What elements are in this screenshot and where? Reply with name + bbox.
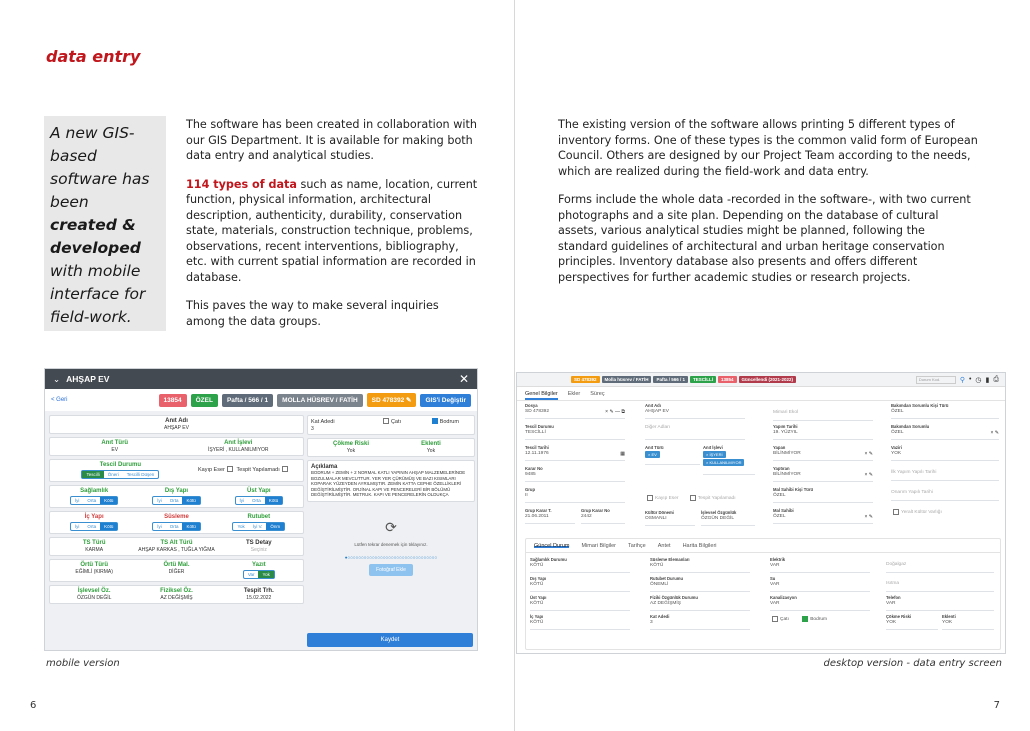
field-value: 9485 xyxy=(525,472,536,477)
checkbox-row xyxy=(645,495,745,507)
exterior-label: Dış Yapı xyxy=(164,488,189,494)
tab-general[interactable]: Genel Bilgiler xyxy=(525,391,558,400)
field-annex[interactable] xyxy=(942,614,994,630)
functional-originality-value: ÖZGÜN DEĞİL xyxy=(76,595,112,601)
field-file[interactable] xyxy=(525,403,625,419)
description-label: Açıklama xyxy=(311,464,338,470)
roof-checkbox-label: Çatı xyxy=(390,418,402,425)
field-monument-name[interactable] xyxy=(645,403,745,419)
desktop-screenshot xyxy=(516,372,1006,654)
field-label: Kanalizasyon xyxy=(770,595,797,600)
dot-icon[interactable]: • xyxy=(968,376,972,383)
back-link[interactable]: < Geri xyxy=(51,397,68,403)
field-label: Grup xyxy=(525,487,536,492)
field-value: ÖZEL xyxy=(891,430,904,435)
field-label: Grup Karar T. xyxy=(525,508,552,513)
mobile-caption: mobile version xyxy=(46,658,120,669)
current-state-fields xyxy=(526,553,1000,649)
subtab-architecture[interactable]: Mimari Bilgiler xyxy=(581,543,616,549)
field-maintenance-person-type[interactable] xyxy=(891,403,999,419)
underground-label: Yeralt Kültür Varlığı xyxy=(901,510,942,516)
left-paragraph-2 xyxy=(186,177,478,286)
undetermined-label: Tespit Yapılamadı xyxy=(697,496,736,502)
lost-item-checkbox[interactable] xyxy=(647,495,653,501)
soundness-label: Sağlamlık xyxy=(80,488,109,494)
opt-significant[interactable]: Önm xyxy=(266,523,284,530)
field-value: KÖTÜ xyxy=(530,601,544,606)
lost-item-checkbox[interactable] xyxy=(227,466,233,472)
field-label: Anıt Adı xyxy=(645,403,661,408)
field-culture-period[interactable] xyxy=(645,510,695,526)
mobile-screenshot xyxy=(44,368,478,651)
monument-function-value: İŞYERİ , KULLANILMIYOR xyxy=(207,447,269,453)
field-value: 19. YÜZYIL xyxy=(773,430,798,435)
field-registration-status[interactable] xyxy=(525,424,625,440)
basement-checkbox-label: Bodrum xyxy=(439,418,459,425)
monument-type-value: EV xyxy=(111,447,119,453)
left-paragraph-1: The software has been created in collaboration with our GIS Department. It is available for making both data entry and analytical studies. xyxy=(186,118,477,162)
opt-good[interactable]: İyi xyxy=(74,498,80,503)
opt-bad[interactable]: Kötü xyxy=(100,497,117,504)
monument-name-label: Anıt Adı xyxy=(165,418,188,424)
desktop-tag-location: Molla hüsrev / FATİH xyxy=(602,376,652,383)
field-label: Tescil Tarihi xyxy=(525,445,549,450)
field-roof-structure[interactable] xyxy=(530,595,630,611)
edit-icons[interactable]: × ✎ xyxy=(990,430,999,436)
undetermined-checkbox[interactable] xyxy=(690,495,696,501)
field-label: Üst Yapı xyxy=(530,595,547,600)
field-owner[interactable] xyxy=(773,508,873,524)
condition-card-2 xyxy=(49,511,304,534)
desktop-subtabs xyxy=(526,539,1000,553)
field-owner-type[interactable] xyxy=(773,487,873,503)
tag-id: 13854 xyxy=(159,394,187,407)
field-label: İşlevsel Özgünlük xyxy=(701,510,737,515)
field-maintenance-responsible[interactable] xyxy=(891,424,999,440)
opt-bad[interactable]: Kötü xyxy=(100,523,117,530)
undetermined-label: Tespit Yapılamadı xyxy=(236,466,280,473)
collapse-risk-value: Yok xyxy=(346,448,356,454)
field-label: Tescil Durumu xyxy=(525,424,554,429)
subtab-current-state[interactable]: Güncel Durum xyxy=(534,543,570,549)
tag-file-edit[interactable]: SD 478392 ✎ xyxy=(367,393,417,407)
field-label: Süsleme Elemanları xyxy=(650,557,690,562)
registration-status-label: Tescil Durumu xyxy=(99,462,141,468)
field-label: Grup Karar No xyxy=(581,508,610,513)
field-value: BİLİNMİYOR xyxy=(773,472,801,477)
collapse-risk-label: Çökme Riski xyxy=(332,441,369,447)
field-value: 21.06.2011 xyxy=(525,514,549,519)
left-body-text xyxy=(186,117,478,342)
field-value: VAR xyxy=(770,563,780,568)
data-types-highlight: 114 types of data xyxy=(186,177,297,191)
humidity-label: Rutubet xyxy=(247,514,271,520)
field-value: ÖZEL xyxy=(773,493,786,498)
desktop-header xyxy=(517,373,1005,387)
field-label: Sağlamlık Durumu xyxy=(530,557,567,562)
field-label: Dosya xyxy=(525,403,538,408)
field-label: Kültür Dönemi xyxy=(645,510,674,515)
opt-good[interactable]: İyi xyxy=(157,498,162,503)
desktop-checkbox-row xyxy=(770,616,870,628)
chip-function-1[interactable]: × İŞYERİ xyxy=(703,451,726,458)
monument-name-value: AHŞAP EV xyxy=(164,425,189,431)
field-label: Çökme Riski xyxy=(886,614,912,619)
field-value: SD 478392 xyxy=(525,409,550,414)
field-label: İç Yapı xyxy=(530,614,544,619)
basement-checkbox[interactable] xyxy=(802,616,808,622)
monument-function-label: Anıt İşlevi xyxy=(224,440,253,446)
roof-checkbox-label: Çatı xyxy=(780,617,789,623)
right-paragraph-2: Forms include the whole data -recorded in the software-, with two current photographs and a site plan. Depending on the database of cultural assets, various analytical studies might be planned, following the standard guidelines of architectural and urban heritage conservation principles. Inventory database also presents and offers different perspectives for further academic studies or research projects. xyxy=(558,193,971,284)
opt-medium[interactable]: Orta xyxy=(169,524,179,529)
field-exterior[interactable] xyxy=(530,576,630,592)
field-repair-date[interactable] xyxy=(891,489,999,501)
field-label: Vaziri xyxy=(891,445,902,450)
field-natural-gas[interactable] xyxy=(886,561,994,573)
field-label: Su xyxy=(770,576,776,581)
field-commissioner[interactable] xyxy=(773,466,873,482)
structure-detail-label: TS Detay xyxy=(245,540,272,546)
monument-name-card[interactable] xyxy=(49,415,304,434)
field-value: AHŞAP EV xyxy=(645,409,669,414)
page-number-left: 6 xyxy=(30,700,37,711)
field-value: TESCİLLİ xyxy=(525,430,546,435)
ornament-label: Süsleme xyxy=(164,514,189,520)
field-ornament[interactable] xyxy=(650,557,750,573)
roof-material-label: Örtü Mal. xyxy=(163,562,190,568)
option-unregistered[interactable]: Tescilli Düşen xyxy=(126,472,155,477)
field-label: Kat Adedi xyxy=(650,614,670,619)
physical-originality-value: AZ DEĞİŞMİŞ xyxy=(160,595,193,601)
humidity-toggle[interactable] xyxy=(232,522,285,531)
field-interior[interactable] xyxy=(530,614,630,630)
field-humidity[interactable] xyxy=(650,576,750,592)
field-value: AZ DEĞİŞMİŞ xyxy=(650,601,681,606)
opt-medium[interactable]: Orta xyxy=(252,498,261,503)
field-value: KÖTÜ xyxy=(530,582,544,587)
pull-quote-line1: A new GIS-based software has been xyxy=(50,124,150,211)
risk-card xyxy=(307,438,475,457)
edit-icons[interactable]: × ✎ xyxy=(864,514,873,520)
structure-type-label: TS Türü xyxy=(82,540,106,546)
originality-card xyxy=(49,585,304,604)
current-state-panel xyxy=(525,538,1001,650)
opt-bad[interactable]: Kötü xyxy=(265,497,282,504)
field-label: Yaptıran xyxy=(773,466,790,471)
desktop-tag-registered: TESCİLLİ xyxy=(690,376,716,383)
field-other-names[interactable] xyxy=(645,424,745,440)
calendar-icon[interactable]: ▦ xyxy=(620,451,625,457)
field-value: OSMANLI xyxy=(645,516,667,521)
map-pin-icon[interactable]: ⚲ xyxy=(959,376,965,384)
desktop-tag-file: SD 478392 xyxy=(571,376,600,383)
page-spine xyxy=(514,0,515,731)
floor-count-value: 3 xyxy=(311,426,314,432)
close-icon[interactable]: ✕ xyxy=(458,372,469,386)
annex-label: Eklenti xyxy=(421,441,441,447)
desktop-tag-id: 13854 xyxy=(718,376,737,383)
field-value: ÖZEL xyxy=(891,409,904,414)
field-value: II xyxy=(525,493,528,498)
tag-location: MOLLA HÜSREV / FATİH xyxy=(277,394,362,407)
structure-detail-value: Seçiniz xyxy=(250,547,267,553)
roof-card xyxy=(49,559,304,582)
opt-no[interactable]: Yok xyxy=(258,571,273,578)
desktop-caption: desktop version - data entry screen xyxy=(823,658,1002,669)
monument-type-label: Anıt Türü xyxy=(101,440,129,446)
pull-quote xyxy=(44,116,166,331)
description-text: BODRUM + ZEMİN + 2 NORMAL KATLI YAPININ AHŞAP MALZEMELERİNDE BOZULMALAR MEVCUTTUR. YER YER ÇÜRÜMÜŞ VE BAZI KISIMLARI KOPARAK YÜZEYDEN AYRILMIŞTIR. ZEMİN KATTA CEPHE ÖZELLİKLERİ DEĞİŞTİRİLMİŞTİR. ORJİNAL KAPI VE PENCERELERİ BİR BÖLÜMÜ DEĞİŞTİRİLMİŞTİR. METRUK. KAPI VE PENCERELERİN OLDUKÇA xyxy=(311,470,466,497)
survey-date-value: 15.02.2022 xyxy=(246,595,272,601)
field-value: 2442 xyxy=(581,514,592,519)
opt-medium[interactable]: Orta xyxy=(87,524,97,529)
tag-ownership: ÖZEL xyxy=(191,394,218,407)
opt-good[interactable]: İyi xyxy=(239,498,245,503)
field-label: Bakımdan Sorumlu xyxy=(891,424,930,429)
field-label: Eklenti xyxy=(942,614,956,619)
basement-checkbox[interactable] xyxy=(432,418,438,424)
field-value: Doğalgaz xyxy=(886,562,907,567)
field-floor-count[interactable] xyxy=(650,614,750,630)
print-icon[interactable]: ⎙ xyxy=(993,375,999,383)
chip-type[interactable]: × EV xyxy=(645,451,660,458)
roof-type-label: Örtü Türü xyxy=(80,562,108,568)
field-value: İlk Yapım Yapılı Tarihi xyxy=(891,470,937,475)
right-body-text xyxy=(558,117,978,298)
left-page xyxy=(0,0,514,731)
edit-icons[interactable]: × ✎ xyxy=(864,451,873,457)
mobile-tag-bar xyxy=(45,389,477,411)
field-label: Yapım Tarihi xyxy=(773,424,798,429)
field-sewage[interactable] xyxy=(770,595,870,611)
lost-item-label: Kayıp Eser xyxy=(655,496,679,502)
tab-attachments[interactable]: Ekler xyxy=(567,391,581,397)
structure-type-value: KARMA xyxy=(85,547,104,553)
field-label: Telefon xyxy=(886,595,901,600)
retry-message[interactable]: Lütfen tekrar denemek için tıklayınız. xyxy=(354,541,428,547)
field-electricity[interactable] xyxy=(770,557,870,573)
field-soundness[interactable] xyxy=(530,557,630,573)
floor-count-card xyxy=(307,415,475,435)
refresh-icon[interactable]: ⟳ xyxy=(385,518,397,535)
roof-structure-toggle[interactable] xyxy=(235,496,284,505)
save-button[interactable]: Kaydet xyxy=(307,633,473,647)
opt-bad[interactable]: Kötü xyxy=(182,497,199,504)
carousel-dots[interactable]: ●○○○○○○○○○○○○○○○○○○○○○○○○○○○○○○○○○ xyxy=(344,554,438,560)
roof-material-value: DİĞER xyxy=(168,569,185,575)
opt-yes[interactable]: Var xyxy=(247,572,255,577)
field-decision-no[interactable] xyxy=(525,466,625,482)
opt-good[interactable]: İyi xyxy=(157,524,162,529)
field-value: ÖNEMLİ xyxy=(650,582,669,587)
soundness-toggle[interactable] xyxy=(70,496,119,505)
field-label: Bakımdan Sorumlu Kişi Türü xyxy=(891,403,949,408)
field-value: Isıtma xyxy=(886,581,900,586)
right-paragraph-1: The existing version of the software allows printing 5 different types of inventory forms. One of these types is the common valid form of European Council. Others are designed by our Project Team according to the needs, which are realized during the field-work and data entry. xyxy=(558,118,978,178)
chevron-down-icon[interactable]: ⌄ xyxy=(53,373,61,384)
field-value: KÖTÜ xyxy=(530,620,544,625)
structure-subtype-label: TS Alt Türü xyxy=(160,540,193,546)
field-group-decision-date[interactable] xyxy=(525,508,575,524)
functional-originality-label: İşlevsel Öz. xyxy=(77,588,111,594)
field-label: Fiziki Özgünlük Durumu xyxy=(650,595,698,600)
field-value: YOK xyxy=(942,620,953,625)
field-functional-originality[interactable] xyxy=(701,510,755,526)
field-label: Anıt Türü xyxy=(645,445,664,450)
exterior-toggle[interactable] xyxy=(152,496,201,505)
field-value: BİLİNMİYOR xyxy=(773,451,801,456)
field-monument-type[interactable] xyxy=(645,445,700,465)
field-label: Dış Yapı xyxy=(530,576,547,581)
pull-quote-bold: created & developed xyxy=(50,216,141,257)
field-label: Yapan xyxy=(773,445,786,450)
physical-originality-label: Fiziksel Öz. xyxy=(160,588,193,594)
ornament-toggle[interactable] xyxy=(152,522,201,531)
subtab-heading[interactable]: Antet xyxy=(657,543,671,549)
field-value: KÖTÜ xyxy=(650,563,664,568)
field-value: 3 xyxy=(650,620,653,625)
field-builder[interactable] xyxy=(773,445,873,461)
field-label: Mal Sahibi xyxy=(773,508,794,513)
condition-card-1 xyxy=(49,485,304,508)
add-photo-button[interactable]: Fotoğraf Ekle xyxy=(369,564,413,576)
mobile-body xyxy=(45,413,477,651)
desktop-tabs xyxy=(517,387,1005,401)
field-label: Elektrik xyxy=(770,557,786,562)
left-paragraph-3: This paves the way to make several inquiries among the data groups. xyxy=(186,299,439,328)
edit-icons[interactable]: × ✎ — ⧉ xyxy=(605,409,625,415)
mobile-header xyxy=(45,369,477,389)
field-label: Anıt İşlevi xyxy=(703,445,723,450)
inscription-toggle[interactable] xyxy=(243,570,275,579)
edit-icons[interactable]: × ✎ xyxy=(864,472,873,478)
roof-structure-label: Üst Yapı xyxy=(247,488,271,494)
option-proposed[interactable]: Öneri xyxy=(107,472,119,477)
field-value: VAR xyxy=(770,601,780,606)
field-telephone[interactable] xyxy=(886,595,994,611)
opt-good-v[interactable]: İyi V. xyxy=(252,524,263,529)
opt-medium[interactable]: Orta xyxy=(87,498,97,503)
left-paragraph-2-rest: such as name, location, current function, physical information, architectural description, authenticity, durability, conservation state, materials, construction technique, problems, observations, recent interventions, bibliography, etc. with current spatial information are recorded in database. xyxy=(186,177,478,284)
field-architectural-school[interactable] xyxy=(773,409,873,421)
desktop-tag-updated: Güncellendi (2021-2022) xyxy=(739,376,797,383)
structure-type-card[interactable] xyxy=(49,537,304,556)
field-value: ÖZEL xyxy=(773,514,786,519)
mobile-right-column xyxy=(307,415,475,577)
field-value: VAR xyxy=(886,601,896,606)
field-value: 12.11.1976 xyxy=(525,451,549,456)
photo-area xyxy=(307,505,475,577)
lost-item-label: Kayıp Eser xyxy=(197,466,225,473)
subtab-map[interactable]: Harita Bilgileri xyxy=(682,543,717,549)
field-heating[interactable] xyxy=(886,580,994,592)
history-icon[interactable]: ◷ xyxy=(975,376,982,384)
field-group[interactable] xyxy=(525,487,625,503)
annex-value: Yok xyxy=(426,448,436,454)
field-value: VAR xyxy=(770,582,780,587)
field-group-decision-no[interactable] xyxy=(581,508,625,524)
opt-medium[interactable]: Orta xyxy=(169,498,179,503)
desktop-toolbar xyxy=(916,376,999,384)
undetermined-checkbox[interactable] xyxy=(282,466,288,472)
field-physical-originality[interactable] xyxy=(650,595,750,611)
opt-none[interactable]: Yok xyxy=(237,524,245,529)
field-water[interactable] xyxy=(770,576,870,592)
underground-checkbox[interactable] xyxy=(893,509,899,515)
subtab-history[interactable]: Tarihçe xyxy=(628,543,646,549)
field-value: KÖTÜ xyxy=(530,563,544,568)
opt-bad[interactable]: Kötü xyxy=(182,523,199,530)
registration-card xyxy=(49,459,304,482)
field-label: Rutubet Durumu xyxy=(650,576,684,581)
field-vaziri[interactable] xyxy=(891,445,999,461)
roof-checkbox[interactable] xyxy=(772,616,778,622)
field-collapse-risk[interactable] xyxy=(886,614,938,630)
field-label: Karar No xyxy=(525,466,543,471)
mobile-header-title: AHŞAP EV xyxy=(66,374,110,384)
change-gis-button[interactable]: GIS'i Değiştir xyxy=(420,394,471,407)
mobile-left-column xyxy=(49,415,304,607)
chip-function-2[interactable]: × KULLANILMIYOR xyxy=(703,459,744,466)
field-construction-date[interactable] xyxy=(773,424,873,440)
tab-process[interactable]: Süreç xyxy=(590,391,605,397)
inscription-label: Yazıt xyxy=(251,562,266,568)
interior-label: İç Yapı xyxy=(84,514,104,520)
trash-icon[interactable]: ▮ xyxy=(985,376,990,384)
interior-toggle[interactable] xyxy=(70,522,119,531)
registration-status-toggle[interactable] xyxy=(81,470,159,479)
floor-count-label: Kat Adedi xyxy=(311,419,335,425)
field-value: ÖZGÜN DEĞİL xyxy=(701,516,735,521)
description-panel[interactable] xyxy=(307,460,475,502)
desktop-tag-pafta: Pafta / 566 / 1 xyxy=(653,376,688,383)
monument-type-card[interactable] xyxy=(49,437,304,456)
field-label: Mal Sahibi Kişi Türü xyxy=(773,487,814,492)
tag-pafta: Pafta / 566 / 1 xyxy=(222,394,273,407)
underground-checkbox-row xyxy=(891,509,999,521)
status-select[interactable]: Durum Kod. xyxy=(916,376,956,384)
survey-date-label: Tespit Trh. xyxy=(243,588,274,594)
roof-type-value: EĞİMLİ (KIRMA) xyxy=(75,569,113,575)
opt-good[interactable]: İyi xyxy=(74,524,80,529)
structure-subtype-value: AHŞAP KARKAS , TUĞLA YIĞMA xyxy=(138,547,215,553)
field-value: YOK xyxy=(891,451,902,456)
desktop-form xyxy=(525,403,1001,533)
field-registration-date[interactable] xyxy=(525,445,625,461)
section-title: data entry xyxy=(46,47,141,66)
field-value: YOK xyxy=(886,620,897,625)
option-registered[interactable]: Tescilli xyxy=(82,471,103,478)
page-number-right: 7 xyxy=(993,700,1000,711)
field-first-construction-date[interactable] xyxy=(891,469,999,481)
field-monument-function[interactable] xyxy=(703,445,755,475)
field-value: Diğer Adları xyxy=(645,425,671,430)
basement-checkbox-label: Bodrum xyxy=(810,617,827,623)
roof-checkbox[interactable] xyxy=(383,418,389,424)
pull-quote-line2: with mobile interface for field-work. xyxy=(50,262,146,326)
field-value: Mimari Ekol xyxy=(773,410,799,415)
field-value: Onarım Yapılı Tarihi xyxy=(891,490,933,495)
